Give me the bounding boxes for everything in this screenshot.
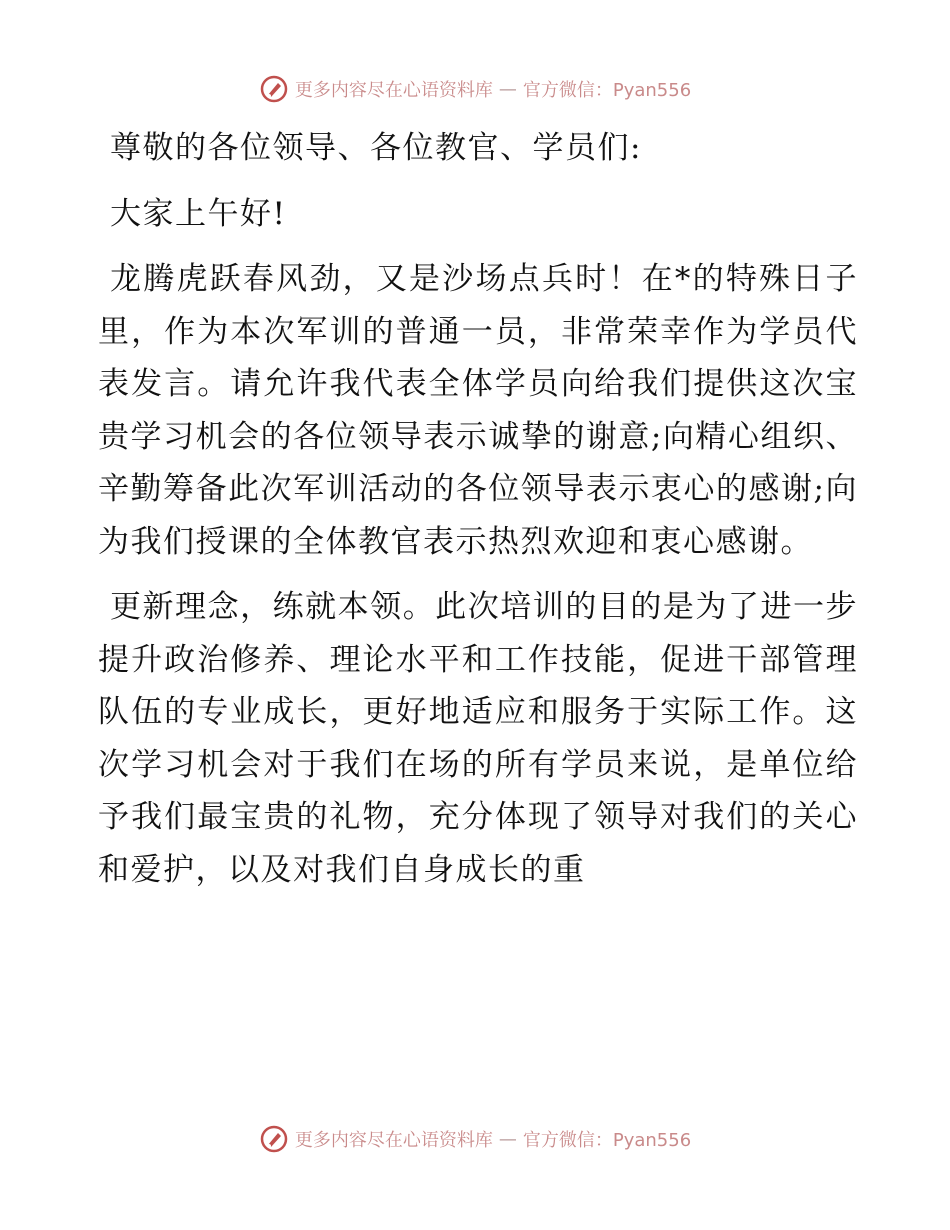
greeting-morning: 大家上午好! [110,195,287,232]
greeting-salutation: 尊敬的各位领导、各位教官、学员们: [110,130,642,166]
watermark-separator: — [498,78,517,100]
pen-logo-icon [259,74,289,104]
pen-logo-icon [259,1124,289,1154]
watermark-main-text: 更多内容尽在心语资料库 [294,80,493,101]
watermark-separator: — [498,1128,517,1150]
watermark-wechat-text: 官方微信：Pyan556 [522,1130,692,1151]
watermark-wechat-text: 官方微信：Pyan556 [522,80,692,101]
watermark-main-text: 更多内容尽在心语资料库 [294,1130,493,1151]
document-body [98,122,858,909]
paragraph-thanks: 龙腾虎跃春风劲，又是沙场点兵时！在*的特殊日子里，作为本次军训的普通一员，非常荣幸作为学员代表发言。请允许我代表全体学员向给我们提供这次宝贵学习机会的各位领导表示诚挚的谢意;向精心组织、辛勤筹备此次军训活动的各位领导表示衷心的感谢;向为我们授课的全体教官表示热烈欢迎和衷心感谢。 [98,261,858,560]
footer-watermark [0,1124,950,1154]
paragraph-training-purpose: 更新理念，练就本领。此次培训的目的是为了进一步提升政治修养、理论水平和工作技能，促进干部管理队伍的专业成长，更好地适应和服务于实际工作。这次学习机会对于我们在场的所有学员来说，是单位给予我们最宝贵的礼物，充分体现了领导对我们的关心和爱护，以及对我们自身成长的重 [98,589,858,888]
header-watermark [0,74,950,104]
